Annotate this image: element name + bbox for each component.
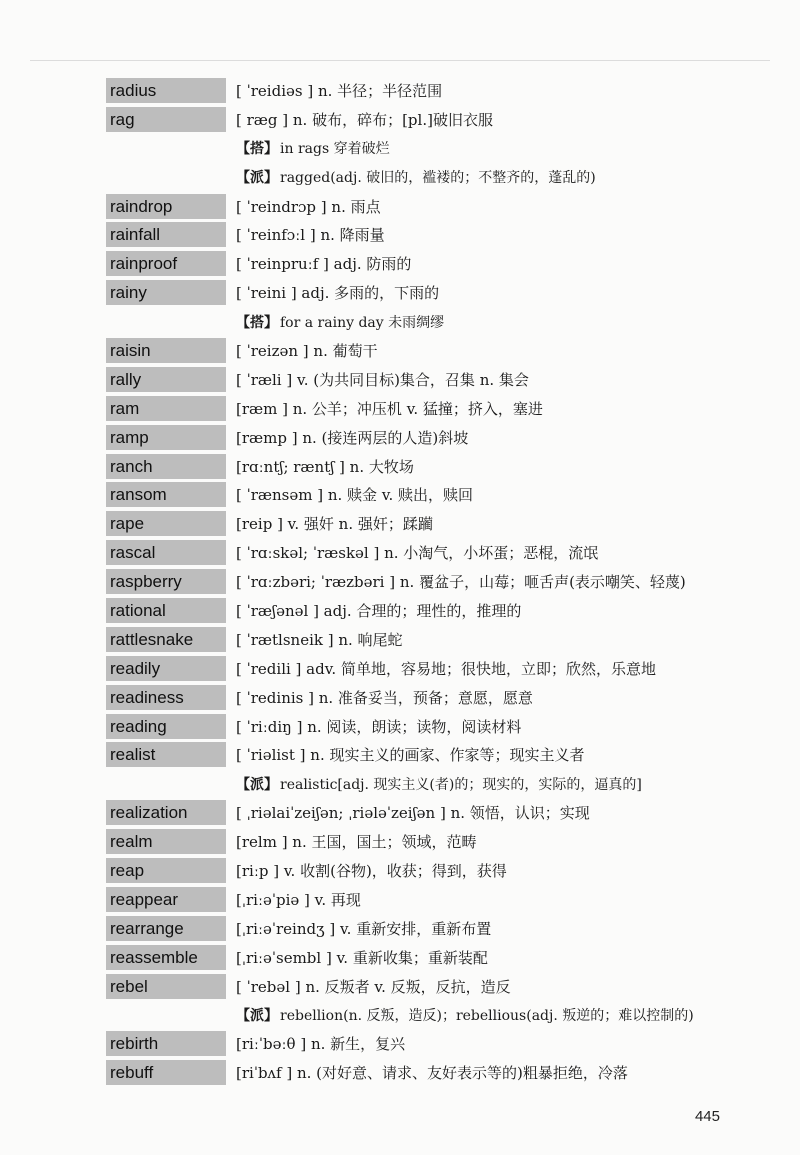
definition: [ ˈrɑːskəl; ˈræskəl ] n. 小淘气，小坏蛋；恶棍，流氓	[236, 544, 599, 563]
entry-row	[106, 480, 746, 509]
definition: [ˌriːəˈreindʒ ] v. 重新安排，重新布置	[236, 919, 492, 938]
headword: ram	[106, 396, 226, 421]
entry-row	[106, 1058, 746, 1087]
entry-row	[106, 192, 746, 221]
headword: realist	[106, 742, 226, 767]
headword: rearrange	[106, 916, 226, 941]
entry-row	[106, 336, 746, 365]
headword: reading	[106, 714, 226, 739]
headword: radius	[106, 78, 226, 103]
definition: [ ˈreidiəs ] n. 半径；半径范围	[236, 81, 443, 100]
definition: [ræmp ] n. (接连两层的人造)斜坡	[236, 428, 469, 447]
page-number: 445	[694, 1108, 720, 1125]
definition: [ ˈreini ] adj. 多雨的，下雨的	[236, 284, 440, 303]
entry-row	[106, 278, 746, 307]
definition: [ ˈrænsəm ] n. 赎金 v. 赎出，赎回	[236, 486, 474, 505]
sub-entry-text: for a rainy day 未雨绸缪	[280, 314, 445, 331]
headword: raindrop	[106, 194, 226, 219]
entry-row	[106, 625, 746, 654]
entry-row	[106, 76, 746, 105]
entry-row	[106, 105, 746, 134]
sub-entry	[106, 307, 746, 336]
definition: [ ˌriəlaiˈzeiʃən; ˌriələˈzeiʃən ] n. 领悟，认识；实现	[236, 804, 590, 823]
headword: ransom	[106, 482, 226, 507]
entry-row	[106, 712, 746, 741]
headword: rebuff	[106, 1060, 226, 1085]
definition: [ræm ] n. 公羊；冲压机 v. 猛撞；挤入，塞进	[236, 399, 543, 418]
entry-row	[106, 885, 746, 914]
headword: ranch	[106, 454, 226, 479]
definition: [ ˈredinis ] n. 准备妥当，预备；意愿，愿意	[236, 688, 533, 707]
headword: rational	[106, 598, 226, 623]
headword: rascal	[106, 540, 226, 565]
definition: [ ˈrɑːzbəri; ˈræzbəri ] n. 覆盆子，山莓；咂舌声(表示嘲笑、轻蔑)	[236, 573, 686, 592]
definition: [riːˈbəːθ ] n. 新生，复兴	[236, 1035, 406, 1054]
definition: [ ˈræʃənəl ] adj. 合理的；理性的，推理的	[236, 601, 522, 620]
definition: [ ˈreinpruːf ] adj. 防雨的	[236, 255, 412, 274]
sub-entry-tag: 【搭】	[236, 314, 278, 331]
definition: [ ˈrebəl ] n. 反叛者 v. 反叛，反抗，造反	[236, 977, 511, 996]
definition: [riˈbʌf ] n. (对好意、请求、友好表示等的)粗暴拒绝，冷落	[236, 1064, 628, 1083]
headword: reassemble	[106, 945, 226, 970]
headword: rape	[106, 511, 226, 536]
headword: rebel	[106, 974, 226, 999]
definition: [ ræg ] n. 破布，碎布；[pl.]破旧衣服	[236, 110, 493, 129]
sub-entry	[106, 134, 746, 163]
definition: [reip ] v. 强奸 n. 强奸；蹂躏	[236, 515, 433, 534]
sub-entry-text: rebellion(n. 反叛，造反)；rebellious(adj. 叛逆的；难以控制的)	[280, 1007, 694, 1024]
definition: [ ˈriəlist ] n. 现实主义的画家、作家等；现实主义者	[236, 746, 585, 765]
entry-row	[106, 567, 746, 596]
headword: readiness	[106, 685, 226, 710]
top-rule	[30, 60, 770, 61]
entry-row	[106, 654, 746, 683]
headword: rainfall	[106, 222, 226, 247]
entry-row	[106, 798, 746, 827]
entry-row	[106, 596, 746, 625]
definition: [ ˈreinfɔːl ] n. 降雨量	[236, 226, 385, 245]
definition: [ˌriːəˈsembl ] v. 重新收集；重新装配	[236, 948, 488, 967]
headword: rattlesnake	[106, 627, 226, 652]
sub-entry	[106, 163, 746, 192]
headword: raisin	[106, 338, 226, 363]
entry-row	[106, 538, 746, 567]
headword: realization	[106, 800, 226, 825]
definition: [rɑːntʃ; ræntʃ ] n. 大牧场	[236, 457, 414, 476]
sub-entry-text: in rags 穿着破烂	[280, 141, 390, 158]
sub-entry	[106, 1001, 746, 1030]
definition: [ ˈreindrɔp ] n. 雨点	[236, 197, 381, 216]
definition: [riːp ] v. 收割(谷物)，收获；得到，获得	[236, 861, 507, 880]
headword: readily	[106, 656, 226, 681]
definition: [ ˈreizən ] n. 葡萄干	[236, 341, 378, 360]
entry-row	[106, 1029, 746, 1058]
entry-row	[106, 365, 746, 394]
headword: realm	[106, 829, 226, 854]
headword: rally	[106, 367, 226, 392]
sub-entry-tag: 【派】	[236, 776, 278, 793]
entry-row	[106, 394, 746, 423]
entry-row	[106, 914, 746, 943]
headword: rag	[106, 107, 226, 132]
headword: rainy	[106, 280, 226, 305]
sub-entry-tag: 【派】	[236, 170, 278, 187]
definition: [ ˈriːdiŋ ] n. 阅读，朗读；读物，阅读材料	[236, 717, 522, 736]
entry-row	[106, 509, 746, 538]
definition: [relm ] n. 王国，国土；领域，范畴	[236, 833, 477, 852]
entry-row	[106, 220, 746, 249]
entry-row	[106, 827, 746, 856]
entry-row	[106, 423, 746, 452]
sub-entry-text: ragged(adj. 破旧的，褴褛的；不整齐的，蓬乱的)	[280, 170, 596, 187]
definition: [ˌriːəˈpiə ] v. 再现	[236, 890, 361, 909]
headword: rebirth	[106, 1031, 226, 1056]
headword: reappear	[106, 887, 226, 912]
definition: [ ˈrætlsneik ] n. 响尾蛇	[236, 630, 403, 649]
headword: ramp	[106, 425, 226, 450]
entry-row	[106, 740, 746, 769]
headword: reap	[106, 858, 226, 883]
definition: [ ˈredili ] adv. 简单地，容易地；很快地，立即；欣然，乐意地	[236, 659, 656, 678]
entry-row	[106, 856, 746, 885]
entry-list	[106, 76, 746, 1087]
entry-row	[106, 943, 746, 972]
definition: [ ˈræli ] v. (为共同目标)集合，召集 n. 集会	[236, 370, 529, 389]
entry-row	[106, 452, 746, 481]
entry-row	[106, 683, 746, 712]
sub-entry	[106, 769, 746, 798]
sub-entry-tag: 【派】	[236, 1007, 278, 1024]
headword: rainproof	[106, 251, 226, 276]
headword: raspberry	[106, 569, 226, 594]
sub-entry-text: realistic[adj. 现实主义(者)的；现实的，实际的，逼真的]	[280, 776, 642, 793]
entry-row	[106, 249, 746, 278]
sub-entry-tag: 【搭】	[236, 141, 278, 158]
entry-row	[106, 972, 746, 1001]
